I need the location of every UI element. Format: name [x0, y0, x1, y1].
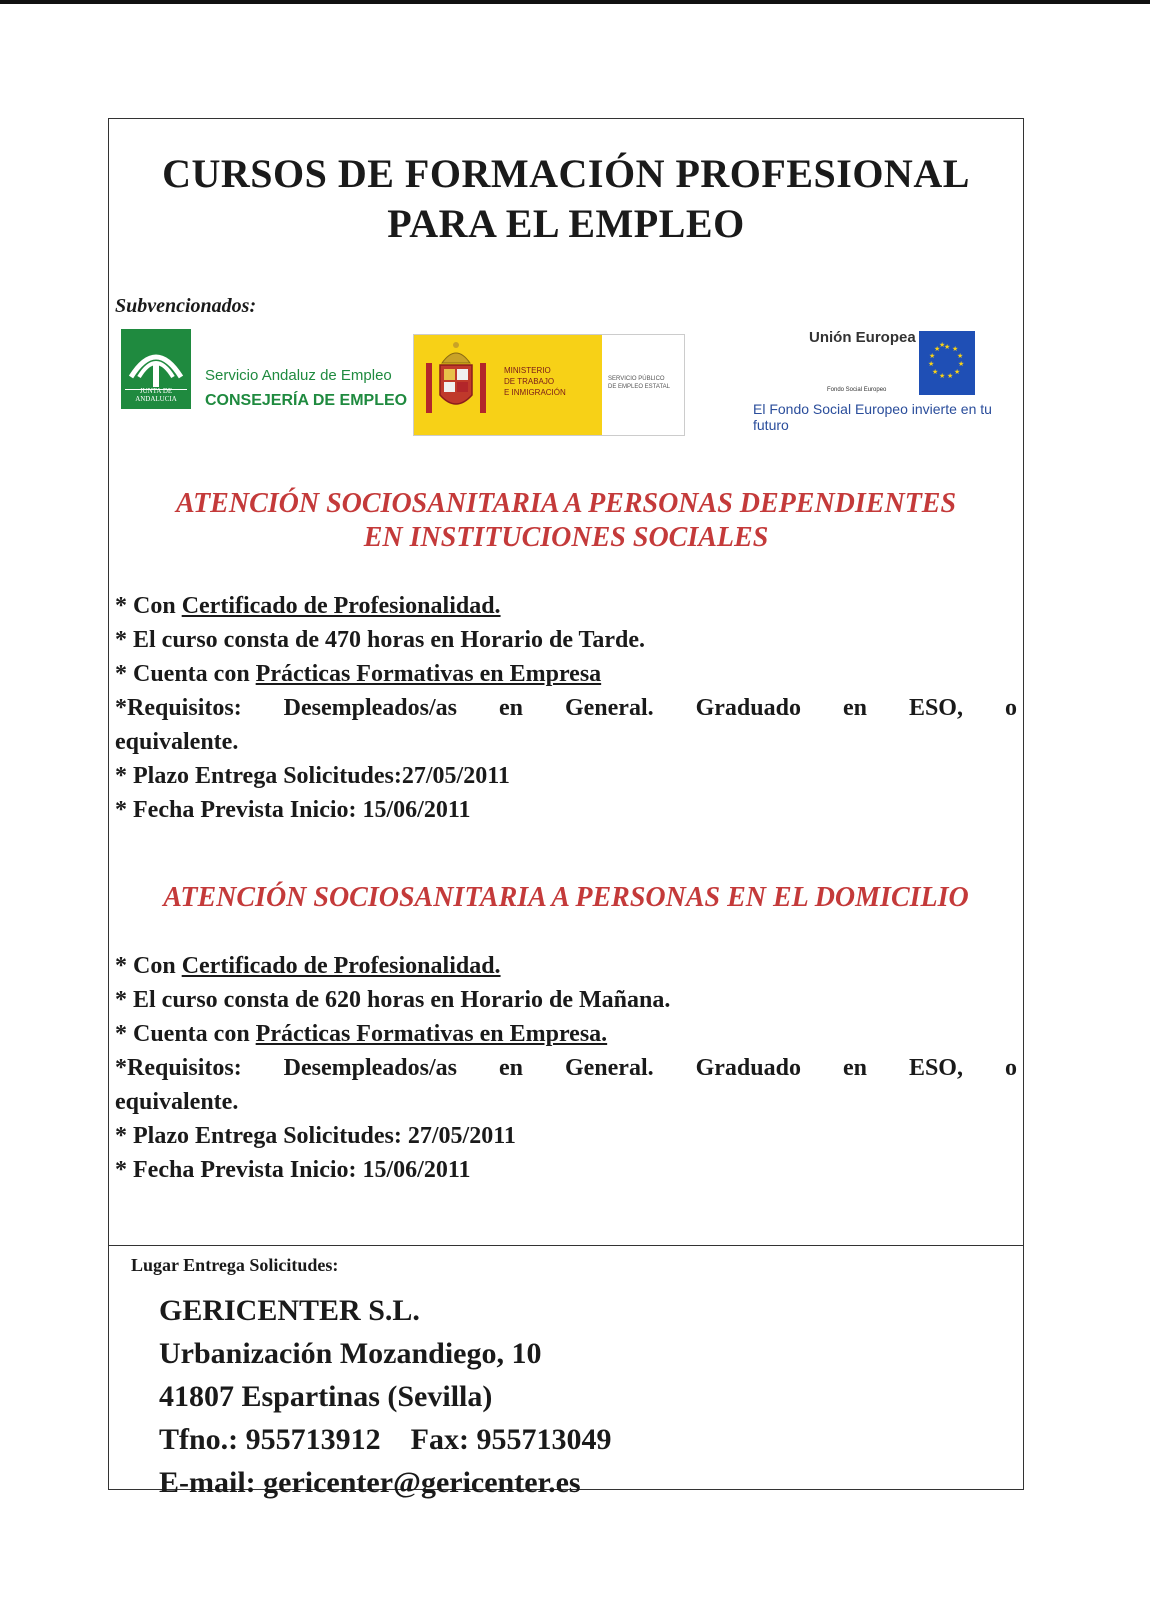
company-city: 41807 Espartinas (Sevilla) [159, 1380, 493, 1413]
svg-text:★: ★ [954, 368, 961, 376]
scan-top-edge [0, 0, 1150, 4]
course-2-title [109, 881, 1023, 915]
spain-coat-of-arms-icon [414, 335, 500, 435]
sepe-text [608, 375, 670, 391]
course-2-requirements-cont: equivalente. [115, 1089, 239, 1115]
practicas-text: Prácticas Formativas en Empresa [255, 661, 602, 687]
lugar-label: Lugar Entrega Solicitudes: [131, 1255, 339, 1275]
course-2-practicas [115, 1017, 1017, 1051]
course-1-start-date: * Fecha Prevista Inicio: 15/06/2011 [115, 797, 471, 823]
course-2-deadline: * Plazo Entrega Solicitudes: 27/05/2011 [115, 1123, 516, 1149]
sae-label: Servicio Andaluz de Empleo [205, 367, 392, 384]
ministerio-text [504, 365, 566, 398]
section-divider [109, 1245, 1023, 1246]
ministerio-logo [413, 334, 685, 436]
course-2-certificate [115, 949, 1017, 983]
course-2-details [115, 949, 1017, 1187]
svg-text:★: ★ [932, 368, 939, 376]
fse-motto: El Fondo Social Europeo invierte en tu futuro [753, 401, 992, 433]
req-word: General. [564, 1055, 654, 1081]
course-1-hours: * El curso consta de 470 horas en Horario de Tarde. [115, 627, 646, 653]
course-1-title [109, 487, 1023, 555]
course-2-start-date: * Fecha Prevista Inicio: 15/06/2011 [115, 1157, 471, 1183]
fse-label: Fondo Social Europeo [827, 387, 887, 393]
svg-text:★: ★ [934, 345, 941, 353]
cert-prefix: * Con [115, 593, 182, 619]
consejeria-label: CONSEJERÍA DE EMPLEO [205, 392, 408, 409]
junta-andalucia-logo [121, 329, 191, 409]
course-1-requirements-cont: equivalente. [115, 729, 239, 755]
svg-text:★: ★ [944, 343, 951, 351]
course-1-title-line-1: ATENCIÓN SOCIOSANITARIA A PERSONAS DEPENDIENTES [175, 488, 957, 519]
page-title [109, 149, 1023, 249]
req-word: o [1004, 695, 1017, 721]
practicas-prefix: * Cuenta con [115, 1021, 256, 1047]
svg-text:★: ★ [928, 360, 935, 368]
req-word: Desempleados/as [283, 1055, 458, 1081]
ue-title: Unión Europea [809, 329, 916, 346]
subvencionados-label: Subvencionados: [115, 295, 257, 317]
svg-text:★: ★ [952, 345, 959, 353]
course-1-requirements [115, 691, 1017, 725]
flyer-frame [108, 118, 1024, 1499]
req-word: en [499, 695, 523, 721]
company-phone-fax: Tfno.: 955713912 Fax: 955713049 [159, 1423, 612, 1456]
ministerio-line-2: DE TRABAJO [504, 377, 555, 386]
req-word: Desempleados/as [283, 695, 458, 721]
course-1-deadline: * Plazo Entrega Solicitudes:27/05/2011 [115, 763, 510, 789]
svg-text:★: ★ [957, 352, 964, 360]
req-word: en [842, 1055, 867, 1081]
req-word: ESO, [908, 695, 963, 721]
svg-text:★: ★ [958, 360, 965, 368]
ministerio-yellow-panel [414, 335, 602, 435]
eu-stars-icon [919, 331, 975, 395]
req-word: en [499, 1055, 523, 1081]
req-word: Graduado [695, 695, 801, 721]
svg-text:★: ★ [947, 372, 954, 380]
svg-text:★: ★ [939, 372, 946, 380]
req-word: *Requisitos: [115, 695, 242, 721]
course-1-practicas [115, 657, 1017, 691]
practicas-prefix: * Cuenta con [115, 661, 256, 687]
course-1-title-line-2: EN INSTITUCIONES SOCIALES [363, 522, 769, 553]
company-name: GERICENTER S.L. [159, 1294, 420, 1327]
company-email: E-mail: gericenter@gericenter.es [159, 1466, 581, 1499]
sepe-line-2: DE EMPLEO ESTATAL [608, 384, 671, 390]
req-word: *Requisitos: [115, 1055, 242, 1081]
cert-prefix: * Con [115, 953, 182, 979]
course-2-hours: * El curso consta de 620 horas en Horario de Mañana. [115, 987, 671, 1013]
course-1-details [115, 589, 1017, 827]
req-word: en [842, 695, 867, 721]
title-line-2: PARA EL EMPLEO [387, 201, 745, 246]
eu-flag-icon [919, 331, 975, 395]
ministerio-line-1: MINISTERIO [504, 366, 551, 375]
contact-block [159, 1289, 612, 1504]
req-word: General. [564, 695, 654, 721]
company-address: Urbanización Mozandiego, 10 [159, 1337, 542, 1370]
junta-caption: JUNTA DE ANDALUCIA [135, 387, 177, 403]
svg-text:★: ★ [939, 341, 946, 349]
course-2-requirements [115, 1051, 1017, 1085]
practicas-text: Prácticas Formativas en Empresa. [255, 1021, 608, 1047]
cert-text: Certificado de Profesionalidad. [181, 593, 501, 619]
ministerio-line-3: E INMIGRACIÓN [504, 388, 566, 397]
title-line-1: CURSOS DE FORMACIÓN PROFESIONAL [162, 151, 970, 196]
junta-logo-text [205, 367, 407, 410]
sepe-line-1: SERVICIO PÚBLICO [608, 376, 665, 382]
cert-text: Certificado de Profesionalidad. [181, 953, 501, 979]
course-2-title-line-1: ATENCIÓN SOCIOSANITARIA A PERSONAS EN EL DOMICILIO [163, 882, 969, 913]
course-1-certificate [115, 589, 1017, 623]
req-word: Graduado [695, 1055, 801, 1081]
svg-text:★: ★ [929, 352, 936, 360]
req-word: ESO, [908, 1055, 963, 1081]
req-word: o [1004, 1055, 1017, 1081]
